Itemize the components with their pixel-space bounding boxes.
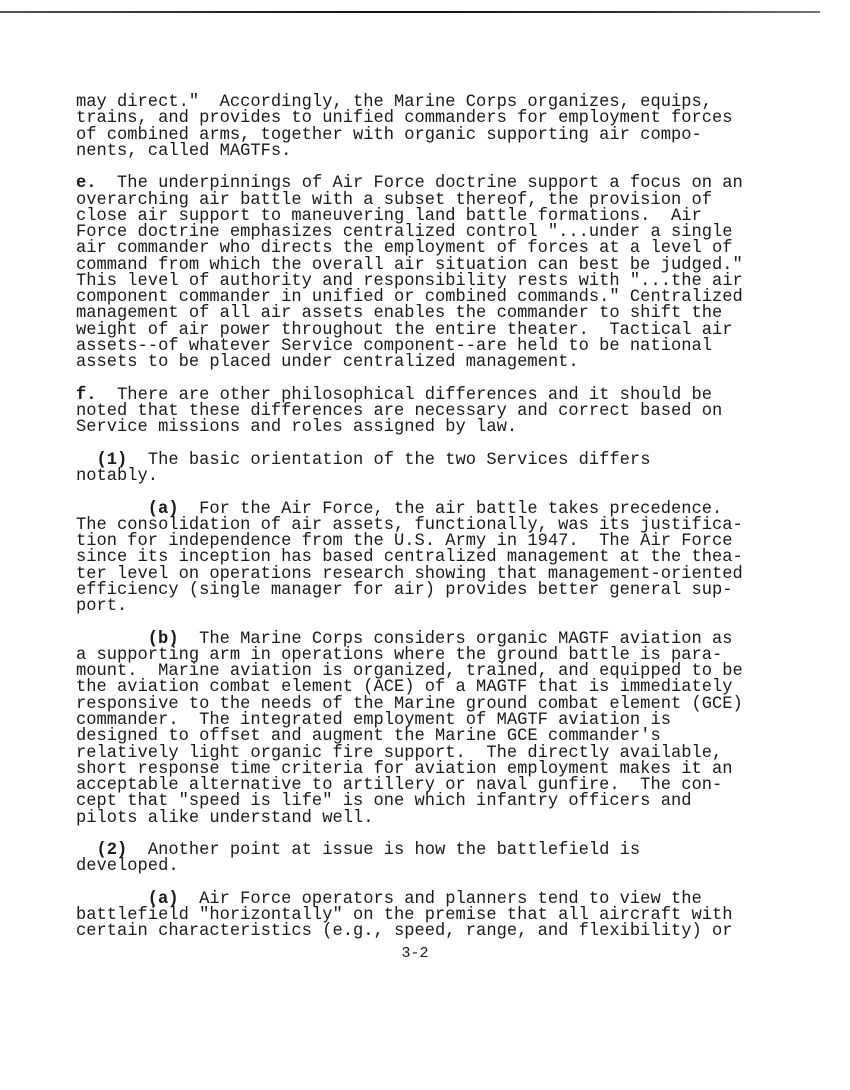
scan-top-rule: [0, 11, 820, 13]
paragraph-text: For the Air Force, the air battle takes precedence. The consolidation of air assets, functionally, was its justifica- tion for independence from the U.S. Army in 1947. The Air Force since its inception has based centralized management at the thea- ter level on operations research showing that management-oriented efficiency (single manager for air) provides better general sup- port.: [76, 499, 743, 617]
paragraph-f-2-a: [76, 889, 776, 942]
paragraph-f-2: [76, 843, 776, 876]
paragraph-label: (b): [147, 629, 179, 649]
paragraph-f-1-a: [76, 499, 776, 617]
paragraph-label: (a): [147, 889, 179, 909]
paragraph-text: The basic orientation of the two Services differs notably.: [76, 450, 651, 487]
paragraph-text: The Marine Corps considers organic MAGTF aviation as a supporting arm in operations where the ground battle is para- mount. Marine aviation is organized, trained, and equipped to be the aviation combat element (ACE) of a MAGTF that is immediately responsive to the needs of the Marine ground combat element (GCE) commander. The integrated employment of MAGTF aviation is designed to offset and augment the Marine GCE commander's relatively light organic fire support. The directly available, short response time criteria for aviation employment makes it an acceptable alternative to artillery or naval gunfire. The con- cept that "speed is life" is one which infantry officers and pilots alike understand well.: [76, 629, 743, 828]
page-number: 3-2: [401, 945, 429, 962]
paragraph-text: may direct." Accordingly, the Marine Corps organizes, equips, trains, and provides to unified commanders for employment forces of combined arms, together with organic supporting air compo- nents, called MAGTFs.: [76, 93, 733, 161]
paragraph-label: e.: [76, 174, 97, 194]
paragraph-text: Another point at issue is how the battlefield is developed.: [76, 841, 641, 877]
paragraph-label: (a): [147, 499, 179, 519]
paragraph-text: Air Force operators and planners tend to view the battlefield "horizontally" on the premise that all aircraft with certain characteristics (e.g., speed, range, and flexibility) or: [76, 889, 733, 942]
paragraph-label: (2): [96, 841, 128, 861]
paragraph-label: f.: [76, 385, 97, 405]
paragraph-e: [76, 176, 776, 371]
paragraph-label: (1): [96, 450, 128, 470]
paragraph-f-1: [76, 450, 776, 487]
paragraph-f-1-b: [76, 629, 776, 828]
paragraph-text: The underpinnings of Air Force doctrine support a focus on an overarching air battle with a subset thereof, the provision of close air support to maneuvering land battle formations. Air Force doctrine emphasizes centralized control "...under a single air commander who directs the employment of forces at a level of command from which the overall air situation can best be judged." This level of authority and responsibility rests with "...the air component commander in unified or combined commands." Centralized management of all air assets enables the commander to shift the weight of air power throughout the entire theater. Tactical air assets--of whatever Service component--are held to be national assets to be placed under centralized management.: [76, 174, 743, 373]
paragraph-f: [76, 385, 776, 438]
paragraph-text: There are other philosophical differences and it should be noted that these differences are necessary and correct based on Service missions and roles assigned by law.: [76, 385, 723, 438]
document-body: [76, 95, 776, 957]
paragraph-continuation: [76, 95, 776, 160]
